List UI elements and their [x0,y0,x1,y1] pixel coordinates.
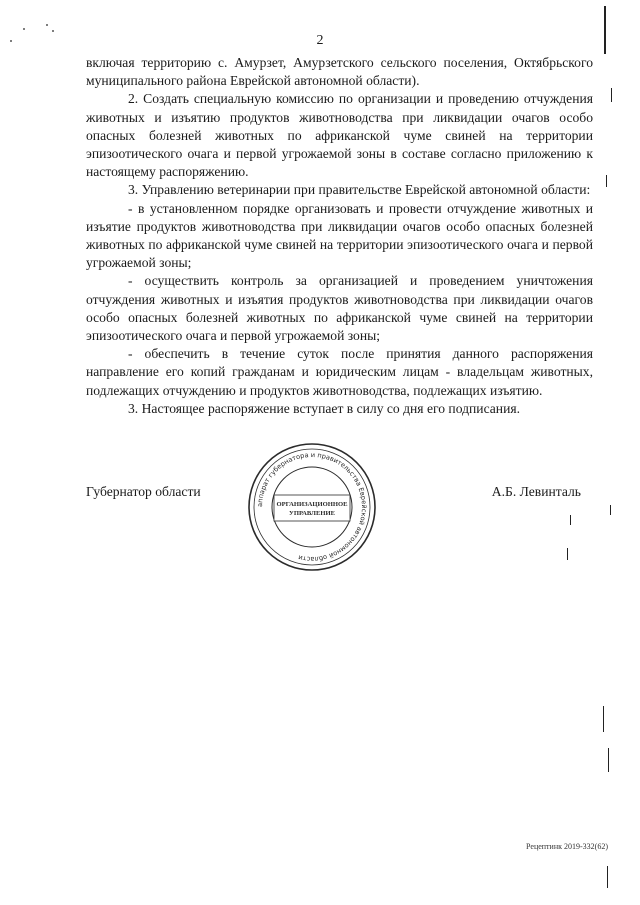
signer-title: Губернатор области [86,484,201,499]
paragraph-subitem-3: - обеспечить в течение суток после принятия данного распоряжения направление его копий гражданам и юридическим лицам - владельцам животных, подлежащих отчуждению и продуктов животноводства, подлежащих изъятию. [86,346,593,398]
stamp-center-line-1: ОРГАНИЗАЦИОННОЕ [276,501,348,508]
stamp-ring-text: аппарат губернатора и правительства Еврейской автономной области [255,450,369,564]
registry-number: Рецептинк 2019-332(62) [526,842,608,851]
paragraph-item-3: 3. Управлению ветеринарии при правительстве Еврейской автономной области: [128,182,591,198]
paragraph-item-2: 2. Создать специальную комиссию по организации и проведению отчуждения животных и изъятию продуктов животноводства при ликвидации очагов особо опасных болезней животных по африканской чуме свиней на территории эпизоотического очага и первой угрожаемой зоны в составе согласно приложению к настоящему распоряжению. [86,91,593,180]
stamp-seal-icon [244,439,380,575]
signer-name: А.Б. Левинталь [491,484,581,499]
paragraph-continuation: включая территорию с. Амурзет, Амурзетского сельского поселения, Октябрьского муниципального района Еврейской автономной области). [86,55,593,89]
document-body [86,54,593,418]
paragraph-subitem-2: - осуществить контроль за организацией и проведением уничтожения отчуждения животных и изъятия продуктов животноводства при ликвидации очагов особо опасных болезней животных по африканской чуме свиней на территории эпизоотического очага и первой угрожаемой зоны; [86,273,593,344]
paragraph-subitem-1: - в установленном порядке организовать и провести отчуждение животных и изъятие продуктов животноводства при ликвидации очагов особо опасных болезней животных по африканской чуме свиней на территории эпизоотического очага и первой угрожаемой зоны; [86,200,593,271]
paragraph-item-final: 3. Настоящее распоряжение вступает в силу со дня его подписания. [128,400,521,416]
official-stamp [244,439,380,575]
page-number: 2 [316,33,324,48]
stamp-center-line-2: УПРАВЛЕНИЕ [288,510,336,517]
